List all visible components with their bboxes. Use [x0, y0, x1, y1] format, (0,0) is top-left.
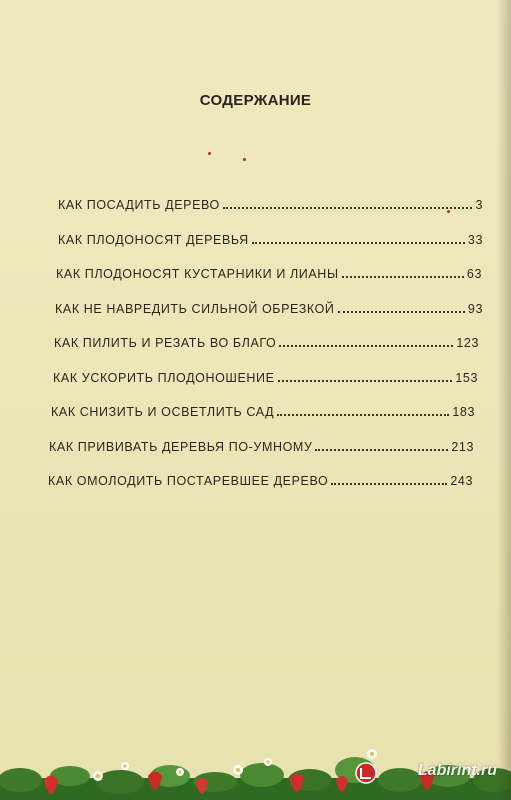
toc-entry-page: 213	[451, 440, 474, 454]
labirint-logo-icon	[355, 762, 377, 784]
dot-leader	[252, 242, 465, 244]
toc-entry-label: КАК ПРИВИВАТЬ ДЕРЕВЬЯ ПО-УМНОМУ	[49, 440, 313, 454]
toc-entry-page: 63	[466, 267, 482, 281]
toc-entry[interactable]	[48, 474, 473, 488]
toc-entry[interactable]	[49, 440, 474, 454]
dot-leader	[278, 380, 453, 382]
toc-entry-label: КАК ОМОЛОДИТЬ ПОСТАРЕВШЕЕ ДЕРЕВО	[48, 474, 329, 488]
page-title: СОДЕРЖАНИЕ	[199, 92, 312, 109]
toc-entry-page: 183	[452, 405, 475, 419]
toc-entry-label: КАК ПЛОДОНОСЯТ КУСТАРНИКИ И ЛИАНЫ	[56, 267, 339, 281]
toc-entry-page: 93	[467, 302, 483, 316]
toc-entry-label: КАК ПЛОДОНОСЯТ ДЕРЕВЬЯ	[58, 233, 249, 247]
toc-entry-page: 33	[467, 233, 483, 247]
toc-entry-page: 3	[475, 198, 483, 212]
toc-entry[interactable]	[51, 405, 475, 419]
watermark-text: Labirint.ru	[417, 762, 497, 779]
toc-entry-page: 153	[455, 371, 478, 385]
toc-entry[interactable]	[55, 302, 483, 316]
dot-leader	[331, 483, 447, 485]
toc-entry[interactable]	[58, 198, 483, 212]
dot-leader	[342, 276, 464, 278]
toc-entry-label: КАК НЕ НАВРЕДИТЬ СИЛЬНОЙ ОБРЕЗКОЙ	[55, 302, 335, 316]
dot-leader	[279, 345, 453, 347]
dot-leader	[315, 449, 448, 451]
dot-leader	[338, 311, 465, 313]
toc-entry[interactable]	[53, 371, 478, 385]
toc-entry-label: КАК ПОСАДИТЬ ДЕРЕВО	[58, 198, 220, 212]
toc-entry[interactable]	[56, 267, 482, 281]
toc-entry-page: 243	[450, 474, 473, 488]
toc-entry[interactable]	[58, 233, 483, 247]
toc-entry-page: 123	[456, 336, 479, 350]
toc-entry[interactable]	[54, 336, 479, 350]
dot-leader	[223, 207, 473, 209]
toc-entry-label: КАК СНИЗИТЬ И ОСВЕТЛИТЬ САД	[51, 405, 275, 419]
dot-leader	[277, 414, 449, 416]
toc-entry-label: КАК УСКОРИТЬ ПЛОДОНОШЕНИЕ	[53, 371, 275, 385]
toc-entry-label: КАК ПИЛИТЬ И РЕЗАТЬ ВО БЛАГО	[54, 336, 277, 350]
